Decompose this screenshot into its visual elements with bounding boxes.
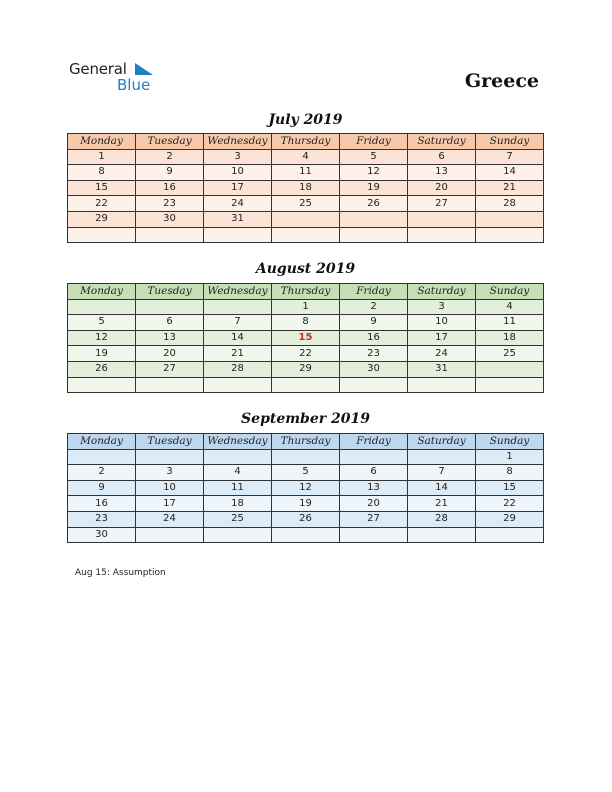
- day-cell: 10: [204, 165, 272, 181]
- day-cell: 5: [68, 315, 136, 331]
- day-cell: 16: [340, 330, 408, 346]
- week-row: [68, 480, 544, 496]
- day-cell: 9: [68, 480, 136, 496]
- day-cell: 19: [340, 180, 408, 196]
- day-cell: 14: [204, 330, 272, 346]
- day-cell: [204, 299, 272, 315]
- day-cell: 14: [476, 165, 544, 181]
- day-cell: [272, 527, 340, 543]
- holiday-day-cell: 15: [272, 330, 340, 346]
- day-cell: [68, 377, 136, 393]
- day-cell: 19: [272, 496, 340, 512]
- day-cell: 18: [272, 180, 340, 196]
- weekday-header: Tuesday: [136, 434, 204, 450]
- day-cell: 10: [408, 315, 476, 331]
- day-cell: [476, 527, 544, 543]
- weekday-header: Sunday: [476, 134, 544, 150]
- day-cell: 31: [408, 361, 476, 377]
- country-title: Greece: [464, 70, 539, 92]
- weekday-header: Sunday: [476, 434, 544, 450]
- weekday-header: Wednesday: [204, 134, 272, 150]
- weekday-header: Tuesday: [136, 134, 204, 150]
- day-cell: 20: [340, 496, 408, 512]
- day-cell: 8: [272, 315, 340, 331]
- month-calendar: [67, 433, 544, 543]
- month-title: August 2019: [255, 261, 356, 277]
- weekday-header: Thursday: [272, 434, 340, 450]
- day-cell: 11: [272, 165, 340, 181]
- day-cell: 31: [204, 211, 272, 227]
- week-row: [68, 196, 544, 212]
- weekday-header: Friday: [340, 434, 408, 450]
- logo-triangle-icon: [135, 63, 155, 79]
- week-row: [68, 377, 544, 393]
- day-cell: 26: [340, 196, 408, 212]
- week-row: [68, 299, 544, 315]
- week-row: [68, 465, 544, 481]
- week-row: [68, 211, 544, 227]
- day-cell: 12: [340, 165, 408, 181]
- day-cell: 29: [476, 511, 544, 527]
- week-row: [68, 165, 544, 181]
- day-cell: 8: [68, 165, 136, 181]
- day-cell: 4: [476, 299, 544, 315]
- day-cell: 23: [340, 346, 408, 362]
- day-cell: [476, 377, 544, 393]
- day-cell: [408, 211, 476, 227]
- day-cell: 18: [476, 330, 544, 346]
- day-cell: 25: [476, 346, 544, 362]
- day-cell: 21: [204, 346, 272, 362]
- day-cell: [204, 449, 272, 465]
- month-title: July 2019: [268, 112, 343, 128]
- week-row: [68, 180, 544, 196]
- weekday-header: Thursday: [272, 284, 340, 300]
- day-cell: [136, 377, 204, 393]
- day-cell: [408, 227, 476, 243]
- day-cell: 27: [340, 511, 408, 527]
- day-cell: 21: [408, 496, 476, 512]
- day-cell: 4: [204, 465, 272, 481]
- day-cell: [476, 227, 544, 243]
- month-calendar: [67, 283, 544, 393]
- day-cell: [340, 377, 408, 393]
- day-cell: 1: [68, 149, 136, 165]
- weekday-header: Sunday: [476, 284, 544, 300]
- weekday-header: Thursday: [272, 134, 340, 150]
- day-cell: 8: [476, 465, 544, 481]
- week-row: [68, 449, 544, 465]
- day-cell: 25: [204, 511, 272, 527]
- week-row: [68, 361, 544, 377]
- weekday-header: Saturday: [408, 434, 476, 450]
- day-cell: [272, 227, 340, 243]
- day-cell: [340, 449, 408, 465]
- day-cell: 30: [68, 527, 136, 543]
- day-cell: 28: [476, 196, 544, 212]
- day-cell: [136, 299, 204, 315]
- day-cell: 22: [272, 346, 340, 362]
- day-cell: [204, 227, 272, 243]
- day-cell: 27: [136, 361, 204, 377]
- week-row: [68, 496, 544, 512]
- day-cell: 26: [68, 361, 136, 377]
- day-cell: 14: [408, 480, 476, 496]
- day-cell: 6: [408, 149, 476, 165]
- weekday-header-row: [68, 284, 544, 300]
- day-cell: 17: [136, 496, 204, 512]
- day-cell: 1: [272, 299, 340, 315]
- weekday-header-row: [68, 134, 544, 150]
- day-cell: [408, 377, 476, 393]
- day-cell: 10: [136, 480, 204, 496]
- day-cell: 11: [204, 480, 272, 496]
- logo-text-blue: Blue: [117, 76, 151, 94]
- day-cell: 6: [340, 465, 408, 481]
- day-cell: [408, 449, 476, 465]
- day-cell: 9: [136, 165, 204, 181]
- week-row: [68, 227, 544, 243]
- day-cell: 13: [408, 165, 476, 181]
- day-cell: 26: [272, 511, 340, 527]
- day-cell: 13: [136, 330, 204, 346]
- day-cell: 5: [272, 465, 340, 481]
- day-cell: 1: [476, 449, 544, 465]
- week-row: [68, 149, 544, 165]
- day-cell: 17: [408, 330, 476, 346]
- day-cell: 12: [68, 330, 136, 346]
- day-cell: 11: [476, 315, 544, 331]
- day-cell: 27: [408, 196, 476, 212]
- day-cell: 21: [476, 180, 544, 196]
- day-cell: 3: [136, 465, 204, 481]
- day-cell: [204, 527, 272, 543]
- day-cell: [340, 211, 408, 227]
- week-row: [68, 330, 544, 346]
- day-cell: [476, 211, 544, 227]
- day-cell: 16: [68, 496, 136, 512]
- day-cell: 7: [476, 149, 544, 165]
- day-cell: [476, 361, 544, 377]
- day-cell: 3: [204, 149, 272, 165]
- day-cell: 7: [204, 315, 272, 331]
- day-cell: 17: [204, 180, 272, 196]
- day-cell: 2: [68, 465, 136, 481]
- day-cell: 15: [476, 480, 544, 496]
- weekday-header: Friday: [340, 134, 408, 150]
- day-cell: [204, 377, 272, 393]
- week-row: [68, 527, 544, 543]
- day-cell: 20: [136, 346, 204, 362]
- day-cell: 22: [476, 496, 544, 512]
- day-cell: 4: [272, 149, 340, 165]
- day-cell: 5: [340, 149, 408, 165]
- week-row: [68, 346, 544, 362]
- day-cell: 2: [340, 299, 408, 315]
- day-cell: 30: [340, 361, 408, 377]
- day-cell: 7: [408, 465, 476, 481]
- weekday-header: Saturday: [408, 284, 476, 300]
- day-cell: 23: [68, 511, 136, 527]
- day-cell: 16: [136, 180, 204, 196]
- day-cell: [136, 527, 204, 543]
- day-cell: 24: [408, 346, 476, 362]
- month-calendar: [67, 133, 544, 243]
- weekday-header: Wednesday: [204, 284, 272, 300]
- day-cell: 18: [204, 496, 272, 512]
- week-row: [68, 315, 544, 331]
- logo-text-general: General: [69, 60, 127, 78]
- day-cell: 19: [68, 346, 136, 362]
- day-cell: 30: [136, 211, 204, 227]
- day-cell: 3: [408, 299, 476, 315]
- day-cell: [136, 227, 204, 243]
- week-row: [68, 511, 544, 527]
- day-cell: 2: [136, 149, 204, 165]
- day-cell: [68, 299, 136, 315]
- day-cell: [136, 449, 204, 465]
- month-title: September 2019: [241, 411, 370, 427]
- day-cell: 12: [272, 480, 340, 496]
- day-cell: 13: [340, 480, 408, 496]
- day-cell: [272, 449, 340, 465]
- day-cell: [68, 449, 136, 465]
- day-cell: 28: [204, 361, 272, 377]
- day-cell: 22: [68, 196, 136, 212]
- weekday-header: Friday: [340, 284, 408, 300]
- weekday-header: Wednesday: [204, 434, 272, 450]
- day-cell: 24: [136, 511, 204, 527]
- day-cell: 23: [136, 196, 204, 212]
- weekday-header: Monday: [68, 134, 136, 150]
- weekday-header-row: [68, 434, 544, 450]
- weekday-header: Tuesday: [136, 284, 204, 300]
- day-cell: [340, 227, 408, 243]
- day-cell: 29: [272, 361, 340, 377]
- day-cell: 25: [272, 196, 340, 212]
- weekday-header: Monday: [68, 434, 136, 450]
- day-cell: [340, 527, 408, 543]
- day-cell: 29: [68, 211, 136, 227]
- day-cell: [408, 527, 476, 543]
- day-cell: 15: [68, 180, 136, 196]
- day-cell: 6: [136, 315, 204, 331]
- weekday-header: Monday: [68, 284, 136, 300]
- holiday-note: Aug 15: Assumption: [75, 568, 166, 578]
- day-cell: 28: [408, 511, 476, 527]
- day-cell: 24: [204, 196, 272, 212]
- day-cell: [272, 377, 340, 393]
- day-cell: 9: [340, 315, 408, 331]
- day-cell: [68, 227, 136, 243]
- logo: [69, 60, 169, 96]
- weekday-header: Saturday: [408, 134, 476, 150]
- day-cell: [272, 211, 340, 227]
- day-cell: 20: [408, 180, 476, 196]
